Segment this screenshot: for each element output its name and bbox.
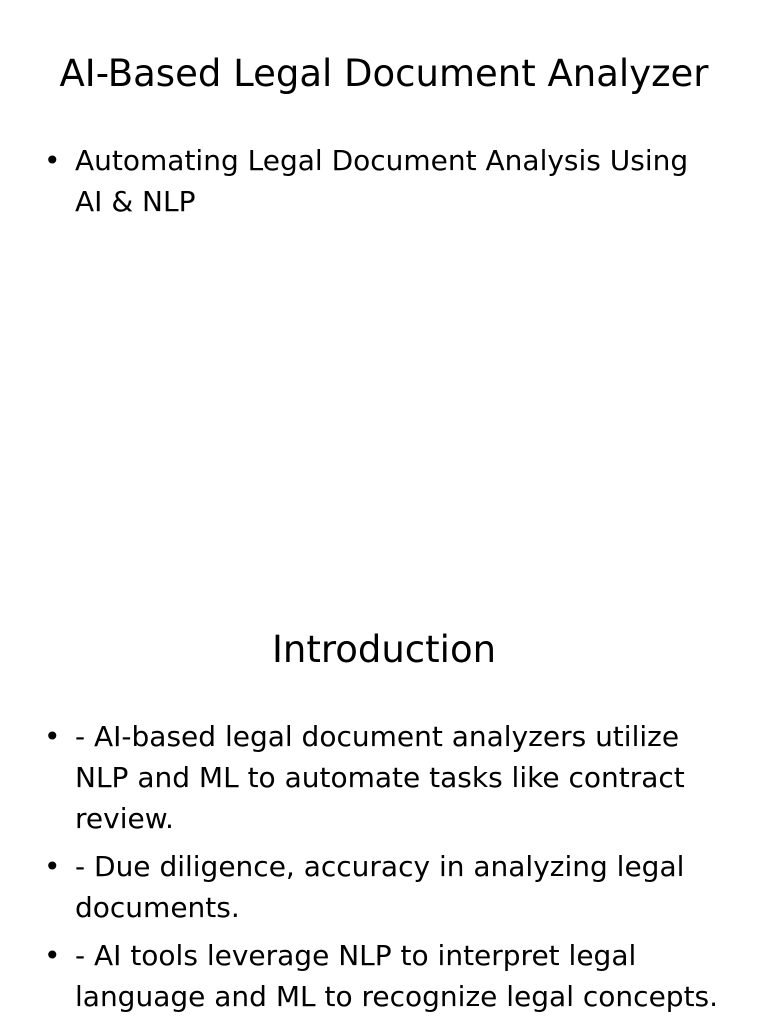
slide-2 — [0, 512, 768, 1024]
bullet-icon: • — [44, 144, 61, 177]
bullet-icon: • — [44, 850, 61, 883]
bullet-list — [44, 716, 724, 1024]
bullet-item — [44, 935, 724, 1017]
bullet-item — [44, 140, 724, 222]
bullet-icon: • — [44, 939, 61, 972]
bullet-text: - AI tools leverage NLP to interpret legal language and ML to recognize legal concepts. — [75, 939, 719, 1013]
bullet-item — [44, 716, 724, 839]
bullet-icon: • — [44, 720, 61, 753]
bullet-text: - AI-based legal document analyzers utilize NLP and ML to automate tasks like contract review. — [75, 720, 685, 835]
bullet-list — [44, 140, 724, 229]
slide-title: Introduction — [271, 628, 497, 671]
bullet-item — [44, 846, 724, 928]
bullet-text: - Due diligence, accuracy in analyzing legal documents. — [75, 850, 685, 924]
bullet-text: Automating Legal Document Analysis Using AI & NLP — [75, 144, 689, 218]
slide-title: AI-Based Legal Document Analyzer — [59, 52, 709, 95]
